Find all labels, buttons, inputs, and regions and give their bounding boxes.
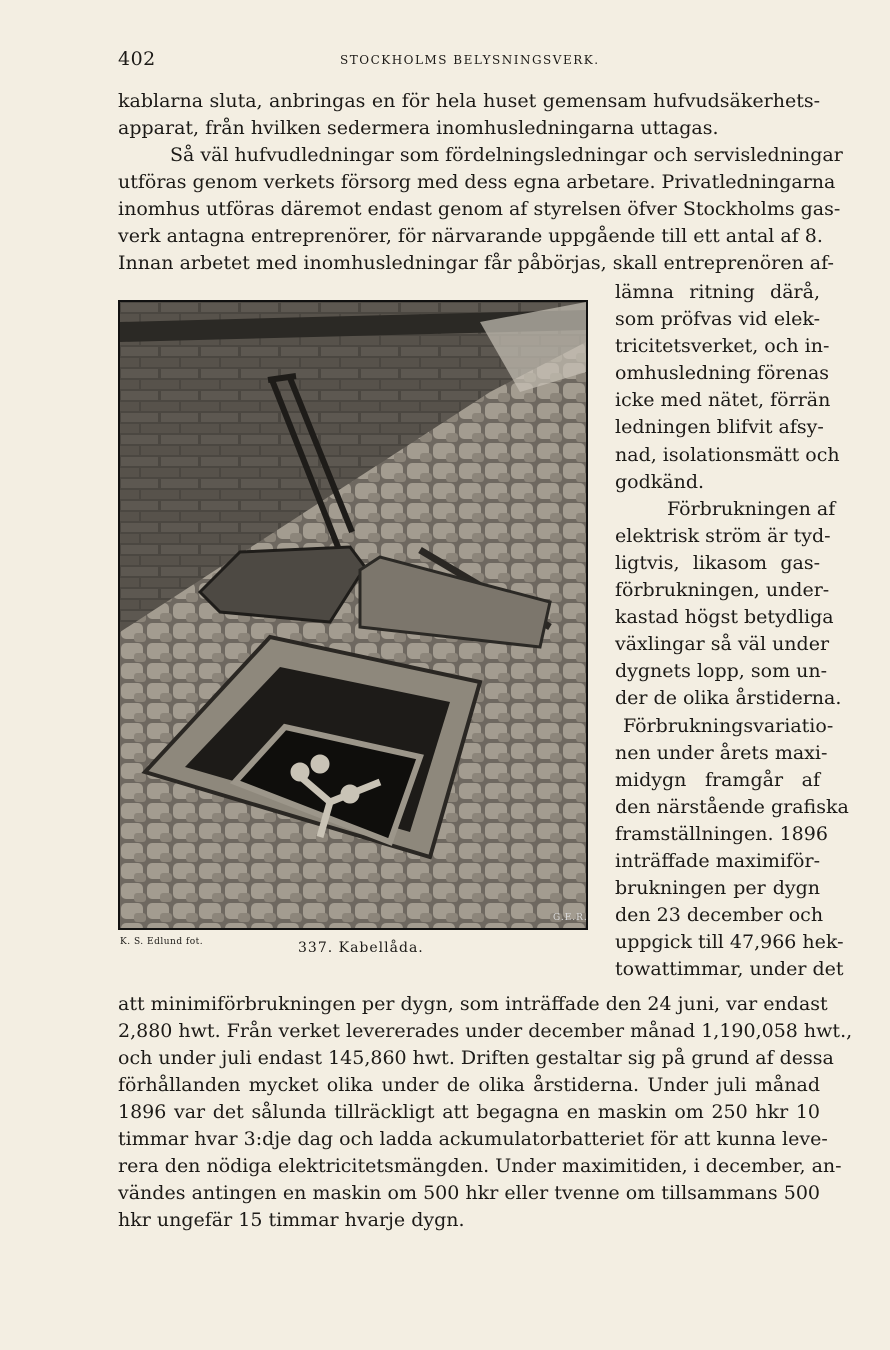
text-line: icke med nätet, förrän xyxy=(615,389,831,412)
text-line: der de olika årstiderna. xyxy=(615,687,842,710)
text-line: vändes antingen en maskin om 500 hkr eller tvenne om tillsammans 500 xyxy=(118,1182,820,1204)
text-line: förbrukningen, under- xyxy=(615,579,830,602)
text-line: inträffade maximiför- xyxy=(615,849,820,872)
text-line: växlingar så väl under xyxy=(615,633,830,656)
text-line: godkänd. xyxy=(615,470,705,493)
text-line: omhusledning förenas xyxy=(615,362,830,385)
text-line: den närstående grafiska xyxy=(615,795,849,818)
text-line: verk antagna entreprenörer, för närvarande uppgående till ett antal af 8. xyxy=(118,225,823,247)
photo-credit: K. S. Edlund fot. xyxy=(120,937,204,947)
text-line: dygnets lopp, som un- xyxy=(615,660,828,683)
text-line: förhållanden mycket olika under de olika årstiderna. Under juli månad xyxy=(118,1074,820,1096)
text-line: midygn framgår af xyxy=(615,768,820,791)
text-line: Förbrukningen af xyxy=(667,497,836,520)
cable-box-illustration xyxy=(120,302,586,928)
engraver-mark: G.E.R. xyxy=(553,913,588,923)
text-line: towattimmar, under det xyxy=(615,958,844,981)
text-line: framställningen. 1896 xyxy=(615,822,828,845)
text-line: apparat, från hvilken sedermera inomhusledningarna uttagas. xyxy=(118,117,719,139)
top-text-block xyxy=(118,88,843,277)
cable-box-photograph xyxy=(118,300,588,930)
text-line: kastad högst betydliga xyxy=(615,606,834,629)
text-line: ledningen blifvit afsy- xyxy=(615,416,824,439)
running-title: STOCKHOLMS BELYSNINGSVERK. xyxy=(340,53,600,67)
text-line: ligtvis, likasom gas- xyxy=(615,551,820,574)
text-line: inomhus utföras däremot endast genom af styrelsen öfver Stockholms gas- xyxy=(118,198,841,220)
text-line: att minimiförbrukningen per dygn, som inträffade den 24 juni, var endast xyxy=(118,993,828,1015)
text-line: som pröfvas vid elek- xyxy=(615,308,820,331)
text-line: Förbrukningsvariatio- xyxy=(623,714,834,737)
text-line: uppgick till 47,966 hek- xyxy=(615,931,844,954)
text-line: lämna ritning därå, xyxy=(615,281,820,303)
text-line: Så väl hufvudledningar som fördelningsledningar och servisledningar xyxy=(170,144,843,166)
text-line: 2,880 hwt. Från verket levererades under december månad 1,190,058 hwt., xyxy=(118,1020,853,1042)
text-line: 1896 var det sålunda tillräckligt att begagna en maskin om 250 hkr 10 xyxy=(118,1101,820,1123)
text-line: rera den nödiga elektricitetsmängden. Under maximitiden, i december, an- xyxy=(118,1155,842,1177)
text-line: och under juli endast 145,860 hwt. Driften gestaltar sig på grund af dessa xyxy=(118,1047,834,1069)
figure-caption: 337. Kabellåda. xyxy=(298,940,424,956)
text-line: Innan arbetet med inomhusledningar får påbörjas, skall entreprenören af- xyxy=(118,252,834,274)
text-line: timmar hvar 3:dje dag och ladda ackumulatorbatteriet för att kunna leve- xyxy=(118,1128,828,1150)
text-line: den 23 december och xyxy=(615,904,824,927)
text-line: tricitetsverket, och in- xyxy=(615,335,830,358)
bottom-text-block xyxy=(118,991,853,1234)
text-line: elektrisk ström är tyd- xyxy=(615,524,831,547)
text-line: brukningen per dygn xyxy=(615,877,820,900)
text-line: kablarna sluta, anbringas en för hela huset gemensam hufvudsäkerhets- xyxy=(118,90,820,112)
page-number: 402 xyxy=(118,48,156,70)
text-line: utföras genom verkets försorg med dess egna arbetare. Privatledningarna xyxy=(118,171,836,193)
side-text-block xyxy=(615,279,849,983)
text-line: nen under årets maxi- xyxy=(615,741,828,764)
text-line: hkr ungefär 15 timmar hvarje dygn. xyxy=(118,1209,465,1231)
text-line: nad, isolationsmätt och xyxy=(615,443,840,466)
